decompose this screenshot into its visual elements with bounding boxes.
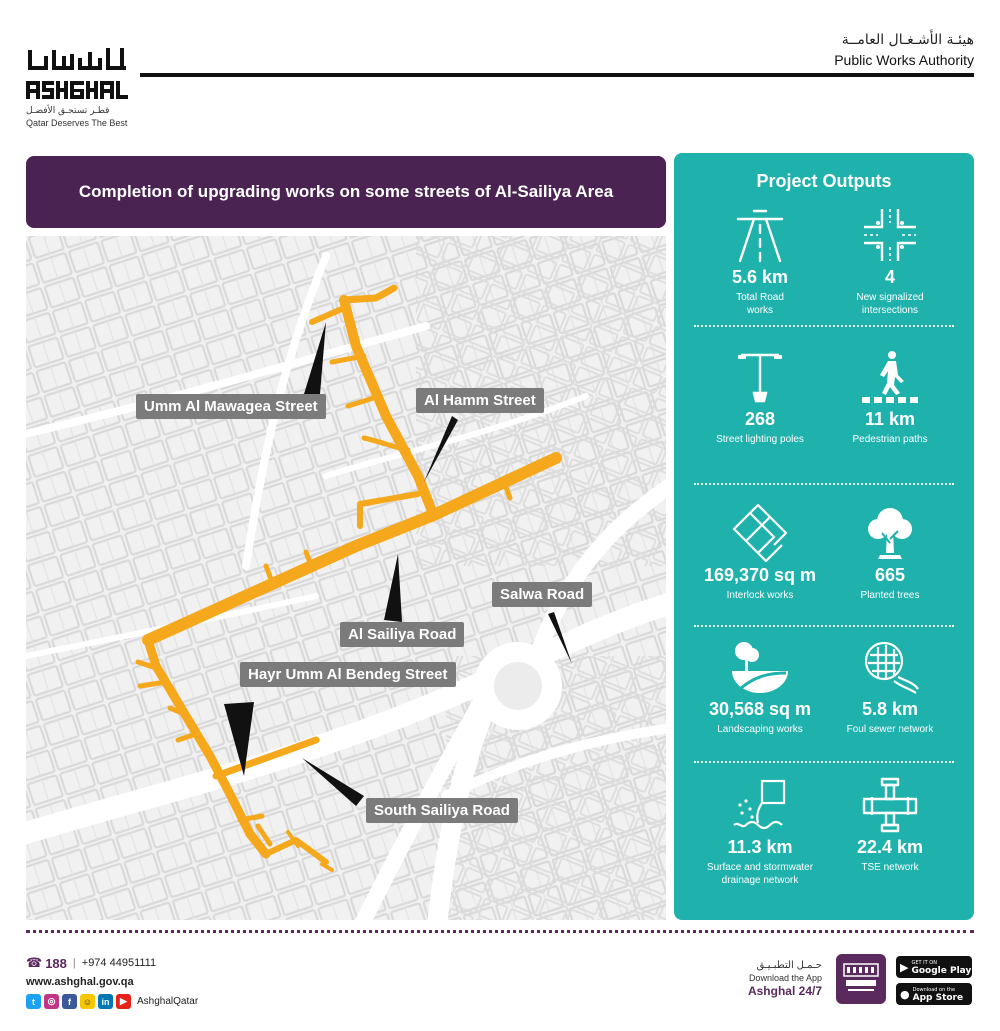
output-road-works — [690, 205, 830, 317]
app-name: Ashghal 24/7 — [747, 984, 822, 998]
app-store-small: Download on the — [912, 987, 956, 993]
interlock-icon — [728, 503, 792, 563]
tse-pipe-icon — [858, 775, 922, 835]
app-download — [748, 960, 822, 998]
output-value: 11.3 km — [727, 837, 793, 857]
output-value: 5.8 km — [861, 699, 919, 719]
sewer-icon — [858, 637, 922, 697]
project-map — [26, 236, 666, 920]
pedestrian-icon — [858, 347, 922, 407]
footer-divider — [26, 930, 974, 933]
facebook-icon[interactable]: f — [62, 994, 77, 1009]
output-tse-network — [820, 775, 960, 874]
label-salwa-road: Salwa Road — [492, 582, 592, 607]
output-street-lighting — [690, 347, 830, 446]
app-download-arabic: حـمـل التطبـيـق — [756, 960, 822, 971]
phone-icon: ☎ — [26, 955, 43, 970]
google-play-small: GET IT ON — [911, 960, 937, 966]
project-outputs-panel — [674, 153, 974, 920]
output-label: Planted trees — [860, 590, 920, 601]
drainage-icon — [728, 775, 792, 835]
snapchat-icon[interactable]: ☺ — [80, 994, 95, 1009]
output-pedestrian-paths — [820, 347, 960, 446]
page-title: Completion of upgrading works on some streets of Al-Sailiya Area — [78, 182, 614, 201]
ashghal-logo — [26, 46, 136, 128]
output-label: Foul sewer network — [846, 724, 934, 735]
hotline-number[interactable]: 188 — [45, 955, 67, 971]
tagline-arabic: قطـر تستحـق الأفضـل — [26, 106, 110, 116]
ashghal-app-icon[interactable] — [836, 954, 886, 1004]
divider — [694, 625, 954, 627]
output-label: Surface and stormwater drainage network — [706, 862, 814, 886]
output-label: Street lighting poles — [716, 434, 804, 445]
output-value: 11 km — [864, 409, 916, 429]
output-label: Pedestrian paths — [852, 434, 928, 445]
label-umm-al-mawagea-street: Umm Al Mawagea Street — [136, 394, 326, 419]
label-al-hamm-street: Al Hamm Street — [416, 388, 544, 413]
ashghal-arabic-logo-icon — [26, 46, 130, 72]
authority-arabic: هيئـة الأشـغـال العامــة — [841, 32, 974, 48]
output-label: Interlock works — [726, 590, 794, 601]
outputs-title: Project Outputs — [756, 171, 892, 191]
street-light-icon — [728, 347, 792, 407]
output-value: 169,370 sq m — [703, 565, 817, 585]
output-landscaping-works — [690, 637, 830, 736]
output-stormwater-drainage — [690, 775, 830, 887]
authority-english: Public Works Authority — [834, 52, 974, 68]
app-store-button[interactable] — [896, 983, 972, 1005]
tagline-english: Qatar Deserves The Best — [26, 118, 128, 128]
social-links — [26, 994, 198, 1009]
output-label: New signalized intersections — [856, 292, 924, 316]
app-download-english: Download the App — [748, 973, 822, 983]
output-value: 665 — [874, 565, 906, 585]
output-label: Landscaping works — [717, 724, 803, 735]
output-value: 5.6 km — [731, 267, 789, 287]
label-al-sailiya-road: Al Sailiya Road — [340, 622, 464, 647]
ashghal-app-logo-icon — [842, 960, 880, 998]
output-intersections — [820, 205, 960, 317]
instagram-icon[interactable]: ◎ — [44, 994, 59, 1009]
phone-number[interactable]: +974 44951111 — [81, 957, 157, 969]
ashghal-english-logo-icon — [26, 79, 130, 101]
google-play-label: Google Play — [911, 966, 972, 976]
social-handle: AshghalQatar — [137, 996, 199, 1007]
output-value: 268 — [744, 409, 776, 429]
label-south-sailiya-road: South Sailiya Road — [366, 798, 518, 823]
twitter-icon[interactable]: t — [26, 994, 41, 1009]
output-value: 4 — [884, 267, 895, 287]
contact-info — [26, 955, 198, 1009]
youtube-icon[interactable]: ▶ — [116, 994, 131, 1009]
output-interlock-works — [690, 503, 830, 602]
output-label: Total Road works — [736, 292, 784, 316]
google-play-icon: ▶ — [900, 960, 909, 974]
output-value: 22.4 km — [856, 837, 924, 857]
hotline — [26, 955, 198, 971]
label-hayr-umm-al-bendeg-street: Hayr Umm Al Bendeg Street — [240, 662, 456, 687]
title-banner — [26, 156, 666, 228]
landscaping-icon — [728, 637, 792, 697]
app-store-label: App Store — [912, 993, 964, 1003]
divider — [694, 483, 954, 485]
intersection-icon — [858, 205, 922, 265]
website-link[interactable]: www.ashghal.gov.qa — [26, 976, 134, 988]
output-value: 30,568 sq m — [708, 699, 812, 719]
google-play-button[interactable] — [896, 956, 972, 978]
divider — [694, 325, 954, 327]
output-foul-sewer — [820, 637, 960, 736]
header-divider — [140, 73, 974, 77]
road-icon — [728, 205, 792, 265]
map-canvas — [26, 236, 666, 920]
output-label: TSE network — [861, 862, 919, 873]
separator: | — [72, 957, 76, 969]
apple-icon: ● — [900, 987, 910, 1001]
linkedin-icon[interactable]: in — [98, 994, 113, 1009]
tree-icon — [858, 503, 922, 563]
authority-name — [834, 32, 974, 68]
output-planted-trees — [820, 503, 960, 602]
divider — [694, 761, 954, 763]
